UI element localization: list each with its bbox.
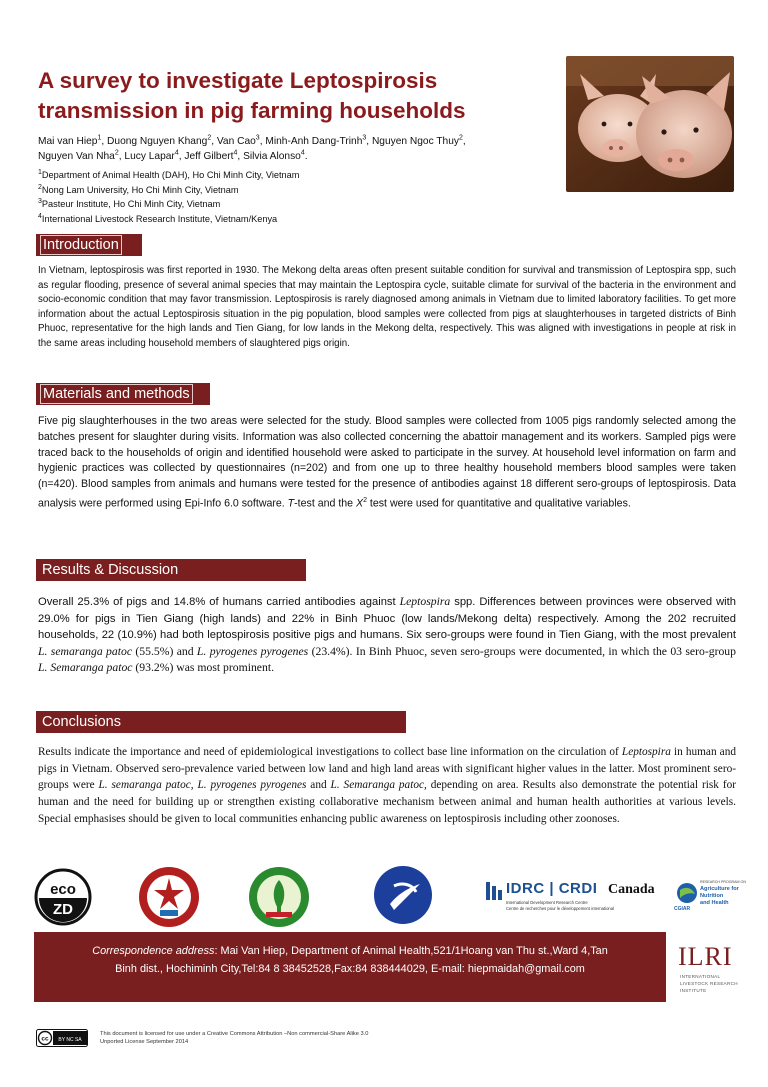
cgiar-globe-icon [676, 882, 698, 904]
author-line-1: Mai van Hiep$^1$, Duong Nguyen Khang$^2$, Van Cao$^3$, Minh-Anh Dang-Trinh$^3$, Nguyen Ngoc Thuy$^2$, [38, 134, 466, 147]
svg-text:BY NC SA: BY NC SA [58, 1037, 82, 1043]
creative-commons-badge [36, 1029, 88, 1047]
dah-vietnam-logo [138, 866, 200, 928]
affiliation-2: $^2$Nong Lam University, Ho Chi Minh City, Vietnam [38, 183, 239, 195]
license-notice: This document is licensed for use under a Creative Commons Attribution –Non commercial-Share Alike 3.0 Unported License September 2014 [100, 1031, 369, 1045]
title-line-2: transmission in pig farming households [38, 98, 466, 123]
canada-wordmark: Canada [608, 882, 655, 897]
nong-lam-university-logo [248, 866, 310, 928]
poster-title [38, 66, 558, 126]
affiliation-4: $^4$International Livestock Research Institute, Vietnam/Kenya [38, 212, 278, 224]
author-line-2: Nguyen Van Nha$^2$, Lucy Lapar$^4$, Jeff Gilbert$^4$, Silvia Alonso$^4$. [38, 149, 308, 162]
author-list [38, 134, 558, 164]
svg-text:cc: cc [41, 1035, 49, 1043]
pasteur-institute-logo [372, 864, 434, 926]
methods-text: Five pig slaughterhouses in the two areas were selected for the study. Blood samples were collected from 1005 pigs randomly selected among the batches present for slaughter during visits. Information was also collected concerning the abattoir management and its workers. Sampled pigs were traced back to the households of origin and identified household were asked to participate in the survey. At household level information on farm and hygienic practices was collected by questionnaires (n=202) and from one up to three healthy household members blood samples were taken (n=420). Blood samples from animals and humans were tested for the presence of antibodies against 18 different sero-groups of leptospirosis. Data analysis were performed using Epi-Info 6.0 software. T-test and the $X^2$ test were used for quantitative and qualitative variables. [38, 415, 736, 510]
conclusions-text: Results indicate the importance and need of epidemiological investigations to collect base line information on the circulation of Leptospira in human and pigs in Vietnam. Observed sero-prevalence varied between low land and high land areas with significant higher values in the latter. Most prominent sero-groups were L. semaranga patoc, L. pyrogenes pyrogenes and L. Semaranga patoc, depending on area. Results also demonstrate the potential risk for human and the need for building up or strengthen existing collaborative mechanism between animal and human health authorities at various levels. Special emphasises should be given to local communities enhancing public awareness on leptospirosis including other zoonoses. [38, 746, 736, 825]
affiliation-3: $^3$Pasteur Institute, Ho Chi Minh City, Vietnam [38, 197, 221, 209]
introduction-text: In Vietnam, leptospirosis was first reported in 1930. The Mekong delta areas often present suitable condition for survival and transmission of Leptospira spp, such as regular flooding, presence of several animal species that may maintain the Leptospira cycle, suitable climate for survival of the bacteria in the environment and socio-economic condition that may favor transmission. Leptospirosis is rarely diagnosed among animals in Vietnam due to limited laboratory facilities. To get more information about the actual Leptospirosis situation in the pig population, blood samples were collected from pigs at slaughterhouses in targeted districts of Binh Phuoc, representative for the high lands and Tien Giang, for low lands in the Mekong delta, respectively. This was aligned with investigations in people at risk in the same areas including household members of slaughtered pigs origin. [38, 265, 736, 349]
affiliation-1: $^1$Department of Animal Health (DAH), Ho Chi Minh City, Vietnam [38, 168, 300, 180]
idrc-subtitle-fr: Centre de recherches pour le développement international [506, 906, 615, 911]
results-text: Overall 25.3% of pigs and 14.8% of humans carried antibodies against Leptospira spp. Differences between provinces were observed with 29.0% for pigs in Tien Giang (high lands) and 22% in Binh Phuoc (low lands/Mekong delta) respectively. Among the 202 recruited households, 22 (10.9%) had both leptospirosis positive pigs and humans. Six sero-groups were found in Tien Giang, with the most prevalent L. semaranga patoc (55.5%) and L. pyrogenes pyrogenes (23.4%). In Binh Phuoc, seven sero-groups were documented, in which the 03 sero-group L. Semaranga patoc (93.2%) was most prominent. [38, 595, 736, 675]
pigs-photo [566, 56, 734, 192]
introduction-heading: Introduction [36, 234, 142, 256]
correspondence-line-2: Binh dist., Hochiminh City,Tel:84 8 38452528,Fax:84 838444029, E-mail: hiepmaidah@gmail.com [115, 963, 585, 975]
ilri-wordmark: ILRI [678, 942, 733, 971]
svg-text:eco: eco [50, 881, 76, 898]
correspondence-address [34, 932, 666, 1002]
idrc-subtitle-en: International Development Research Centre [506, 900, 588, 905]
conclusions-heading: Conclusions [36, 711, 406, 733]
correspondence-line-1: Correspondence address: Mai Van Hiep, Department of Animal Health,521/1Hoang van Thu st.,Ward 4,Tan [92, 945, 608, 957]
svg-text:ZD: ZD [53, 901, 73, 918]
cgiar-a4nh-logo: CGIAR RESEARCH PROGRAM ON Agriculture for Nutrition and Health [674, 880, 746, 912]
ecozd-logo [34, 868, 92, 926]
idrc-wordmark: IDRC | CRDI [506, 880, 598, 897]
title-line-1: A survey to investigate Leptospirosis [38, 68, 438, 93]
results-heading: Results & Discussion [36, 559, 306, 581]
idrc-mark-icon [486, 882, 502, 900]
methods-heading: Materials and methods [36, 383, 210, 405]
affiliations [38, 168, 558, 226]
ilri-logo: ILRI INTERNATIONAL LIVESTOCK RESEARCH INSTITUTE [678, 942, 738, 993]
idrc-logo [486, 880, 656, 914]
